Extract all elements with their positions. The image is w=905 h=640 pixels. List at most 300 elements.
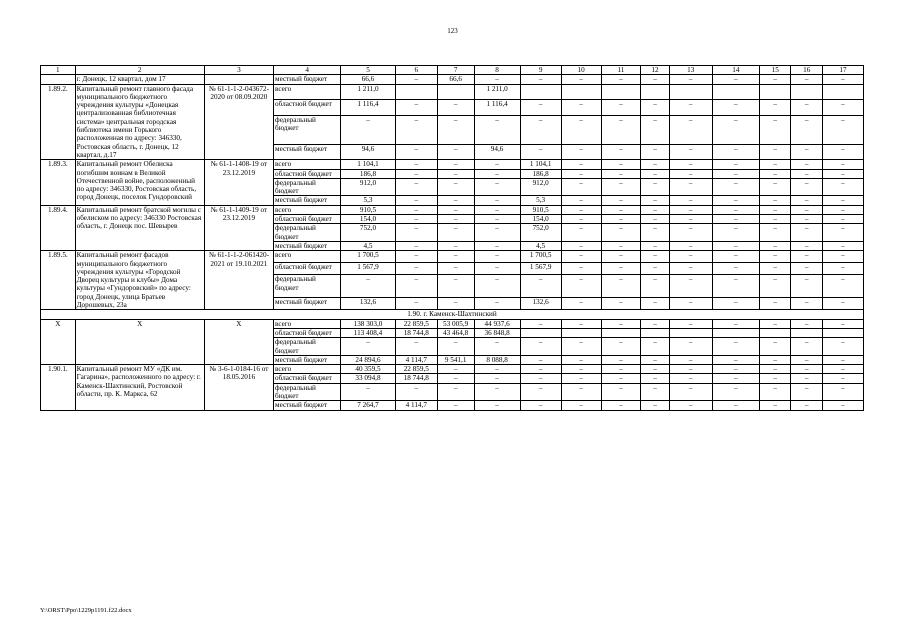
value-cell: – [520, 374, 561, 383]
value-cell: – [822, 205, 863, 214]
value-cell: – [437, 298, 474, 310]
value-cell: – [822, 401, 863, 410]
value-cell: – [561, 169, 601, 178]
value-cell: – [641, 365, 669, 374]
funding-source: областной бюджет [274, 169, 341, 178]
value-cell: – [520, 365, 561, 374]
value-cell: – [395, 160, 437, 169]
value-cell: 132,6 [341, 298, 396, 310]
value-cell: – [601, 224, 641, 242]
value-cell: – [341, 275, 396, 298]
value-cell: – [669, 224, 712, 242]
value-cell: – [712, 275, 759, 298]
value-cell: – [759, 100, 790, 115]
table-row [41, 75, 864, 84]
value-cell: – [759, 275, 790, 298]
value-cell: – [641, 355, 669, 364]
item-name: Капитальный ремонт главного фасада муниципального бюджетного учреждения культуры «Донецкая централизованная библиотечная система» центральная городская библиотека имени Горького расположенная по адресу: 346330, Ростовская область, г. Донецк, 12 квартал, д.17 [75, 84, 204, 160]
value-cell: 53 005,9 [437, 319, 474, 328]
value-cell: – [712, 374, 759, 383]
column-number-cell: 6 [395, 66, 437, 75]
funding-source: всего [274, 251, 341, 263]
value-cell: – [561, 178, 601, 196]
value-cell: 912,0 [341, 178, 396, 196]
value-cell: 186,8 [520, 169, 561, 178]
value-cell: – [669, 374, 712, 383]
value-cell: – [712, 338, 759, 356]
funding-source: всего [274, 84, 341, 99]
item-document: № 61-1-1-2-043672-2020 от 08.09.2020 [204, 84, 273, 160]
value-cell: – [395, 251, 437, 263]
value-cell: – [474, 169, 520, 178]
value-cell: – [641, 178, 669, 196]
column-number-cell: 14 [712, 66, 759, 75]
value-cell: – [712, 215, 759, 224]
value-cell: – [437, 263, 474, 275]
column-number-cell: 3 [204, 66, 273, 75]
value-cell: – [669, 251, 712, 263]
value-cell: – [437, 275, 474, 298]
value-cell: 910,5 [341, 205, 396, 214]
value-cell: – [712, 251, 759, 263]
value-cell: – [395, 263, 437, 275]
value-cell: – [395, 144, 437, 160]
value-cell: – [641, 75, 669, 84]
funding-source: местный бюджет [274, 355, 341, 364]
value-cell: – [791, 100, 822, 115]
value-cell: 154,0 [341, 215, 396, 224]
value-cell: – [759, 178, 790, 196]
value-cell: – [474, 383, 520, 401]
value-cell: 44 937,6 [474, 319, 520, 328]
value-cell: – [601, 169, 641, 178]
value-cell: – [822, 144, 863, 160]
value-cell: – [395, 275, 437, 298]
value-cell: – [669, 338, 712, 356]
value-cell [395, 84, 437, 99]
value-cell: – [822, 355, 863, 364]
value-cell: – [791, 224, 822, 242]
value-cell: – [474, 275, 520, 298]
value-cell: – [561, 263, 601, 275]
value-cell [437, 84, 474, 99]
value-cell: – [712, 401, 759, 410]
value-cell: – [822, 224, 863, 242]
value-cell: 752,0 [520, 224, 561, 242]
section-title: 1.90. г. Каменск-Шахтинский [41, 310, 864, 319]
value-cell: – [520, 383, 561, 401]
value-cell: – [437, 374, 474, 383]
value-cell: – [641, 196, 669, 205]
value-cell: – [437, 215, 474, 224]
value-cell: – [601, 355, 641, 364]
value-cell: 1 567,9 [341, 263, 396, 275]
value-cell: – [395, 298, 437, 310]
value-cell: – [712, 196, 759, 205]
column-number-cell: 11 [601, 66, 641, 75]
value-cell: – [791, 178, 822, 196]
value-cell: – [791, 319, 822, 328]
value-cell: – [791, 196, 822, 205]
value-cell: – [520, 319, 561, 328]
value-cell: – [759, 251, 790, 263]
value-cell: 4 114,7 [395, 401, 437, 410]
value-cell: 132,6 [520, 298, 561, 310]
value-cell: 186,8 [341, 169, 396, 178]
value-cell: – [641, 215, 669, 224]
value-cell: – [791, 298, 822, 310]
value-cell: 4,5 [520, 241, 561, 250]
value-cell: – [791, 169, 822, 178]
value-cell: – [669, 160, 712, 169]
value-cell: – [561, 251, 601, 263]
value-cell: – [601, 196, 641, 205]
value-cell: – [759, 355, 790, 364]
value-cell: – [791, 263, 822, 275]
value-cell: 18 744,8 [395, 374, 437, 383]
value-cell: – [474, 224, 520, 242]
funding-source: областной бюджет [274, 215, 341, 224]
value-cell: – [822, 241, 863, 250]
value-cell: – [759, 169, 790, 178]
table-row [41, 365, 864, 374]
table-row [41, 205, 864, 214]
value-cell: – [641, 319, 669, 328]
value-cell: – [669, 100, 712, 115]
item-name: Капитальный ремонт братской могилы с обелиском по адресу: 346330 Ростовская область, г. Донецк пос. Шевырев [75, 205, 204, 250]
funding-source: федеральный бюджет [274, 115, 341, 144]
column-number-cell: 17 [822, 66, 863, 75]
value-cell: – [561, 319, 601, 328]
value-cell: – [712, 319, 759, 328]
funding-source: всего [274, 160, 341, 169]
item-number: 1.89.5. [41, 251, 76, 310]
value-cell [712, 84, 759, 99]
value-cell: – [669, 401, 712, 410]
value-cell [561, 84, 601, 99]
value-cell: – [822, 100, 863, 115]
value-cell: – [561, 365, 601, 374]
value-cell: – [601, 365, 641, 374]
value-cell: – [474, 298, 520, 310]
value-cell: – [474, 215, 520, 224]
value-cell: – [669, 144, 712, 160]
column-number-row [41, 66, 864, 75]
value-cell: 9 541,1 [437, 355, 474, 364]
value-cell: – [822, 365, 863, 374]
value-cell: – [791, 275, 822, 298]
value-cell: – [561, 144, 601, 160]
funding-source: всего [274, 365, 341, 374]
value-cell [791, 84, 822, 99]
column-number-cell: 10 [561, 66, 601, 75]
section-row [41, 310, 864, 319]
value-cell: – [822, 383, 863, 401]
value-cell: 113 408,4 [341, 328, 396, 337]
value-cell: – [759, 75, 790, 84]
value-cell: 66,6 [341, 75, 396, 84]
value-cell: – [561, 224, 601, 242]
item-document: Х [204, 319, 273, 364]
value-cell: 1 700,5 [341, 251, 396, 263]
value-cell: – [561, 374, 601, 383]
column-number-cell: 12 [641, 66, 669, 75]
value-cell: – [395, 115, 437, 144]
value-cell: – [712, 263, 759, 275]
item-name: Капитальный ремонт МУ «ДК им. Гагарина», расположенного по адресу: г. Каменск-Шахтинский, Ростовской области, пр. К. Маркса, 62 [75, 365, 204, 410]
funding-source: местный бюджет [274, 75, 341, 84]
value-cell: – [641, 263, 669, 275]
value-cell [601, 328, 641, 337]
value-cell: – [641, 205, 669, 214]
value-cell: – [791, 383, 822, 401]
value-cell: – [474, 401, 520, 410]
value-cell: – [520, 338, 561, 356]
value-cell: 1 104,1 [341, 160, 396, 169]
value-cell: – [791, 144, 822, 160]
value-cell: 33 094,8 [341, 374, 396, 383]
value-cell: – [712, 224, 759, 242]
value-cell: – [791, 251, 822, 263]
value-cell: – [712, 355, 759, 364]
value-cell: 40 359,5 [341, 365, 396, 374]
item-name: Капитальный ремонт фасадов муниципального бюджетного учреждения культуры «Городской Дворец культуры и клубы» Дома культуры «Гундоровский» по адресу: город Донецк, улица Братьев Дорошевых, 23а [75, 251, 204, 310]
item-name: Капитальный ремонт Обелиска погибшим воинам в Великой Отечественной войне, расположенный по адресу: 346330, Ростовская область, город Донецк, поселок Гундоровский [75, 160, 204, 205]
funding-source: федеральный бюджет [274, 275, 341, 298]
funding-source: всего [274, 319, 341, 328]
value-cell: – [759, 374, 790, 383]
value-cell: – [437, 115, 474, 144]
value-cell: – [669, 215, 712, 224]
value-cell: – [601, 178, 641, 196]
value-cell: 910,5 [520, 205, 561, 214]
item-document: № 61-1-1408-19 от 23.12.2019 [204, 160, 273, 205]
value-cell: – [474, 196, 520, 205]
item-number: 1.89.2. [41, 84, 76, 160]
value-cell: – [641, 241, 669, 250]
value-cell: – [791, 401, 822, 410]
funding-source: областной бюджет [274, 263, 341, 275]
value-cell: 94,6 [341, 144, 396, 160]
value-cell: – [759, 224, 790, 242]
value-cell [641, 328, 669, 337]
value-cell: 752,0 [341, 224, 396, 242]
value-cell: – [601, 319, 641, 328]
column-number-cell: 15 [759, 66, 790, 75]
value-cell: – [759, 401, 790, 410]
value-cell: – [712, 160, 759, 169]
value-cell: 18 744,8 [395, 328, 437, 337]
value-cell: – [822, 319, 863, 328]
value-cell: – [561, 196, 601, 205]
column-number-cell: 4 [274, 66, 341, 75]
value-cell: – [437, 100, 474, 115]
value-cell: – [759, 241, 790, 250]
value-cell: – [395, 338, 437, 356]
value-cell: – [669, 365, 712, 374]
value-cell: – [561, 241, 601, 250]
table-row [41, 319, 864, 328]
column-number-cell: 5 [341, 66, 396, 75]
value-cell: – [641, 275, 669, 298]
value-cell: – [791, 241, 822, 250]
value-cell: – [669, 263, 712, 275]
value-cell [759, 328, 790, 337]
value-cell [520, 328, 561, 337]
item-number: Х [41, 319, 76, 364]
value-cell: – [822, 115, 863, 144]
funding-source: всего [274, 205, 341, 214]
value-cell: – [474, 205, 520, 214]
value-cell: – [561, 338, 601, 356]
funding-source: областной бюджет [274, 374, 341, 383]
funding-source: местный бюджет [274, 401, 341, 410]
value-cell: – [341, 115, 396, 144]
value-cell: – [669, 196, 712, 205]
value-cell: – [561, 115, 601, 144]
value-cell: 1 567,9 [520, 263, 561, 275]
value-cell: – [395, 215, 437, 224]
value-cell: – [437, 338, 474, 356]
column-number-cell: 7 [437, 66, 474, 75]
value-cell: – [669, 75, 712, 84]
value-cell: – [474, 75, 520, 84]
value-cell: – [669, 178, 712, 196]
value-cell: – [395, 178, 437, 196]
value-cell: – [601, 263, 641, 275]
value-cell: – [712, 298, 759, 310]
table-row [41, 84, 864, 99]
column-number-cell: 8 [474, 66, 520, 75]
table-row [41, 251, 864, 263]
value-cell: – [601, 275, 641, 298]
value-cell: – [791, 75, 822, 84]
value-cell: – [437, 205, 474, 214]
value-cell: – [759, 298, 790, 310]
value-cell: – [822, 374, 863, 383]
value-cell: – [641, 115, 669, 144]
value-cell: – [641, 100, 669, 115]
value-cell: – [601, 241, 641, 250]
value-cell: – [601, 115, 641, 144]
value-cell: – [669, 355, 712, 364]
value-cell: – [341, 338, 396, 356]
value-cell: – [712, 241, 759, 250]
value-cell: – [474, 115, 520, 144]
value-cell: – [474, 365, 520, 374]
funding-source: местный бюджет [274, 196, 341, 205]
value-cell: – [822, 196, 863, 205]
value-cell: 5,3 [341, 196, 396, 205]
value-cell: – [601, 251, 641, 263]
value-cell: – [822, 75, 863, 84]
value-cell: 154,0 [520, 215, 561, 224]
value-cell: – [437, 224, 474, 242]
value-cell: – [561, 160, 601, 169]
value-cell: – [474, 241, 520, 250]
value-cell: – [437, 144, 474, 160]
value-cell: – [601, 160, 641, 169]
value-cell: – [520, 275, 561, 298]
value-cell: – [641, 144, 669, 160]
funding-source: местный бюджет [274, 298, 341, 310]
value-cell: – [791, 338, 822, 356]
value-cell: – [437, 383, 474, 401]
value-cell: 1 700,5 [520, 251, 561, 263]
value-cell: – [791, 215, 822, 224]
value-cell: – [641, 338, 669, 356]
value-cell: – [395, 100, 437, 115]
value-cell: 7 264,7 [341, 401, 396, 410]
value-cell: – [712, 365, 759, 374]
value-cell: – [601, 205, 641, 214]
item-number [41, 75, 76, 84]
column-number-cell: 9 [520, 66, 561, 75]
value-cell: – [561, 355, 601, 364]
value-cell: 66,6 [437, 75, 474, 84]
value-cell: – [395, 169, 437, 178]
value-cell: – [437, 241, 474, 250]
value-cell: – [712, 75, 759, 84]
value-cell: 8 088,8 [474, 355, 520, 364]
value-cell: – [791, 160, 822, 169]
value-cell: – [791, 365, 822, 374]
value-cell: – [561, 401, 601, 410]
value-cell: – [395, 383, 437, 401]
value-cell: – [641, 401, 669, 410]
value-cell: – [561, 215, 601, 224]
page-number: 123 [447, 27, 458, 35]
value-cell: – [474, 178, 520, 196]
value-cell: 36 848,8 [474, 328, 520, 337]
value-cell: – [601, 144, 641, 160]
value-cell: – [822, 178, 863, 196]
value-cell: – [822, 338, 863, 356]
value-cell: – [791, 355, 822, 364]
value-cell: – [712, 169, 759, 178]
value-cell: – [601, 100, 641, 115]
value-cell: – [759, 365, 790, 374]
value-cell: 1 104,1 [520, 160, 561, 169]
value-cell: – [520, 144, 561, 160]
item-document: № 61-1-1-2-061420-2021 от 19.10.2021 [204, 251, 273, 310]
footer-file-path: Y:\ORST\Ppo\1229p1191.f22.docx [40, 607, 132, 614]
value-cell: – [759, 115, 790, 144]
value-cell: – [437, 196, 474, 205]
item-number: 1.89.4. [41, 205, 76, 250]
item-document [204, 75, 273, 84]
value-cell: – [759, 338, 790, 356]
value-cell: – [759, 205, 790, 214]
value-cell: – [669, 275, 712, 298]
item-number: 1.89.3. [41, 160, 76, 205]
value-cell: – [601, 338, 641, 356]
item-document: № 3-6-1-0184-16 от 18.05.2016 [204, 365, 273, 410]
value-cell: – [791, 205, 822, 214]
value-cell: 1 116,4 [474, 100, 520, 115]
value-cell: – [561, 298, 601, 310]
value-cell: 4,5 [341, 241, 396, 250]
value-cell: – [520, 100, 561, 115]
item-document: № 61-1-1409-19 от 23.12.2019 [204, 205, 273, 250]
value-cell: – [669, 383, 712, 401]
value-cell [669, 328, 712, 337]
value-cell: 4 114,7 [395, 355, 437, 364]
value-cell: 94,6 [474, 144, 520, 160]
value-cell: – [437, 169, 474, 178]
value-cell: – [669, 319, 712, 328]
value-cell: – [641, 224, 669, 242]
